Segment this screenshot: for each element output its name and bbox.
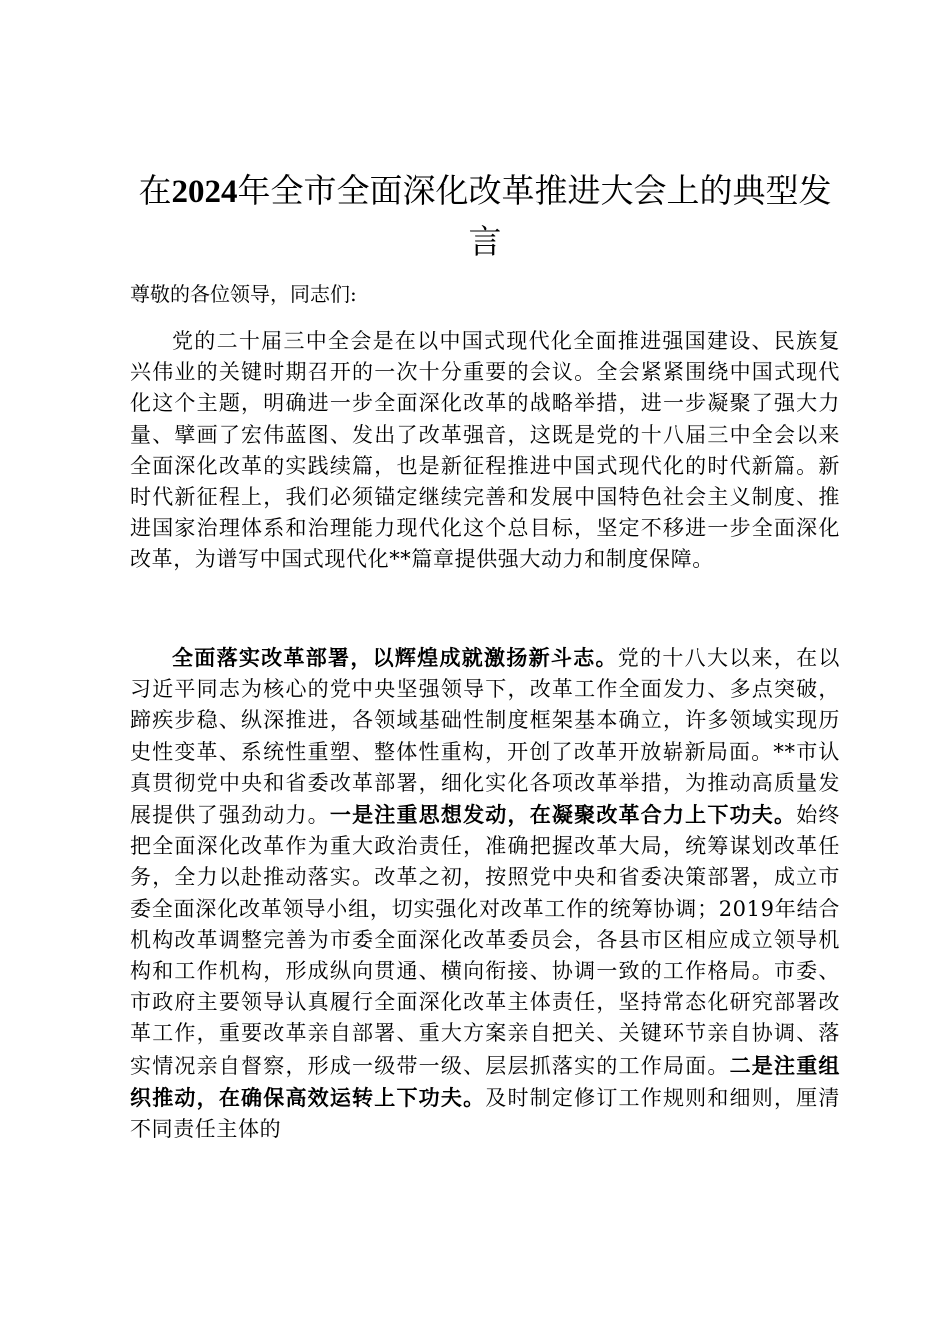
document-title (130, 166, 840, 267)
document-page (130, 0, 840, 1344)
point-two-heading: 二是注重组织推动，在确保高效运转上下功夫。 (130, 1052, 841, 1110)
point-one-heading: 一是注重思想发动，在凝聚改革合力上下功夫。 (329, 802, 797, 828)
opening-paragraph: 党的二十届三中全会是在以中国式现代化全面推进强国建设、民族复兴伟业的关键时期召开的一次十分重要的会议。全会紧紧围绕中国式现代化这个主题，明确进一步全面深化改革的战略举措，进一步凝聚了强大力量、擘画了宏伟蓝图、发出了改革强音，这既是党的十八届三中全会以来全面深化改革的实践续篇，也是新征程推进中国式现代化的时代新篇。新时代新征程上，我们必须锚定继续完善和发展中国特色社会主义制度、推进国家治理体系和治理能力现代化这个总目标，坚定不移进一步全面深化改革，为谱写中国式现代化**篇章提供强大动力和制度保障。 (130, 329, 840, 572)
section-text-2: 始终把全面深化改革作为重大政治责任，准确把握改革大局，统筹谋划改革任务，全力以赴推动落实。改革之初，按照党中央和省委决策部署，成立市委全面深化改革领导小组，切实强化对改革工作的统筹协调；2019年结合机构改革调整完善为市委全面深化改革委员会，各县市区相应成立领导机构和工作机构，形成纵向贯通、横向衔接、协调一致的工作格局。市委、市政府主要领导认真履行全面深化改革主体责任，坚持常态化研究部署改革工作，重要改革亲自部署、重大方案亲自把关、关键环节亲自协调、落实情况亲自督察，形成一级带一级、层层抓落实的工作局面。 (130, 803, 840, 1078)
section-text-1: 党的十八大以来，在以习近平同志为核心的党中央坚强领导下，改革工作全面发力、多点突破，蹄疾步稳、纵深推进，各领域基础性制度框架基本确立，许多领域实现历史性变革、系统性重塑、整体性重构，开创了改革开放崭新局面。**市认真贯彻党中央和省委改革部署，细化实化各项改革举措，为推动高质量发展提供了强劲动力。 (130, 646, 841, 828)
salutation: 尊敬的各位领导，同志们: (130, 282, 357, 306)
title-prefix: 在 (138, 171, 172, 210)
section-paragraph (130, 642, 840, 1145)
section-text-3: 及时制定修订工作规则和细则，厘清不同责任主体的 (130, 1085, 840, 1142)
section-heading: 全面落实改革部署，以辉煌成就激扬新斗志。 (172, 645, 618, 670)
title-year: 2024 (171, 174, 238, 210)
title-suffix: 年全市全面深化改革推进大会上的典型发言 (237, 171, 832, 261)
